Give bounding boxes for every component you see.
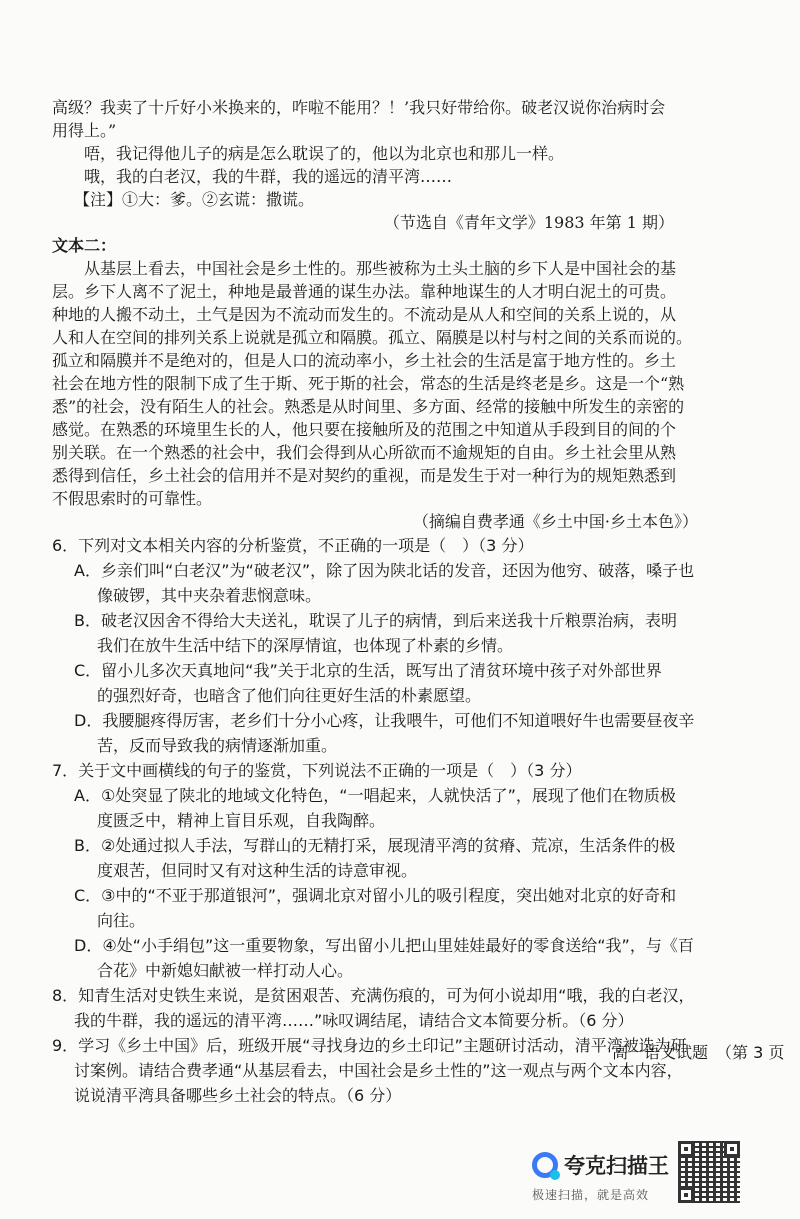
question-stem: 6．下列对文本相关内容的分析鉴赏，不正确的一项是（ ）（3 分）: [52, 536, 534, 555]
question-stem-cont: 说说清平湾具备哪些乡土社会的特点。（6 分）: [74, 1086, 402, 1105]
text-line: 高级？我卖了十斤好小米换来的，咋啦不能用？！’我只好带给你。破老汉说你治病时会: [52, 98, 666, 117]
annotation-note: 【注】①大：爹。②玄谎：撒谎。: [74, 190, 315, 209]
option-b: B．②处通过拟人手法，写群山的无精打采，展现清平湾的贫瘠、荒凉，生活条件的极: [74, 836, 676, 855]
text-line: 不假思索时的可靠性。: [52, 489, 213, 508]
passage-source: （节选自《青年文学》1983 年第 1 期）: [383, 213, 674, 232]
option-d-cont: 合花》中新媳妇献被一样打动人心。: [97, 961, 354, 980]
page-body: [52, 96, 752, 1108]
question-8: [52, 983, 752, 1033]
scanner-watermark: [532, 1148, 672, 1208]
page-footer: 高一语文试题 （第 3 页: [612, 1043, 785, 1062]
text-line: 别关联。在一个熟悉的社会中，我们会得到从心所欲而不逾规矩的自由。乡土社会里从熟: [52, 443, 677, 462]
passage-two: [52, 234, 752, 533]
option-d-cont: 苦，反而导致我的病情逐渐加重。: [97, 736, 338, 755]
question-stem: 8．知青生活对史铁生来说，是贫困艰苦、充满伤痕的，可为何小说却用“哦，我的白老汉，: [52, 986, 695, 1005]
text-line: 哦，我的白老汉，我的牛群，我的遥远的清平湾……: [84, 167, 453, 186]
option-c-cont: 的强烈好奇，也暗含了他们向往更好生活的朴素愿望。: [97, 686, 482, 705]
text-line: 感觉。在熟悉的环境里生长的人，他只要在接触所及的范围之中知道从手段到目的间的个: [52, 420, 677, 439]
option-a-cont: 度匮乏中，精神上盲目乐观，自我陶醉。: [97, 811, 386, 830]
text-line: 悉”的社会，没有陌生人的社会。熟悉是从时间里、多方面、经常的接触中所发生的亲密的: [52, 397, 685, 416]
text-line: 种地的人搬不动土，土气是因为不流动而发生的。不流动是从人和空间的关系上说的，从: [52, 305, 677, 324]
qr-finder-icon: [724, 1141, 740, 1157]
quark-logo-icon: [532, 1152, 558, 1178]
question-section: [52, 533, 752, 1108]
option-a: A．①处突显了陕北的地域文化特色，“一唱起来，人就快活了”，展现了他们在物质极: [74, 786, 676, 805]
option-a: A．乡亲们叫“白老汉”为“破老汉”，除了因为陕北话的发音，还因为他穷、破落，嗓子也: [74, 561, 695, 580]
text-line: 唔，我记得他儿子的病是怎么耽误了的，他以为北京也和那儿一样。: [84, 144, 565, 163]
text-line: 人和人在空间的排列关系上说就是孤立和隔膜。孤立、隔膜是以村与村之间的关系而说的。: [52, 328, 693, 347]
brand-name: 夸克扫描王: [564, 1154, 669, 1178]
brand-tagline: 极速扫描，就是高效: [532, 1188, 650, 1202]
question-stem: 9．学习《乡土中国》后，班级开展“寻找身边的乡土印记”主题研讨活动，清平湾被选为研: [52, 1036, 687, 1055]
qr-finder-icon: [678, 1187, 694, 1203]
question-6: [52, 533, 752, 758]
option-c: C．留小儿多次天真地问“我”关于北京的生活，既写出了清贫环境中孩子对外部世界: [74, 661, 662, 680]
option-b: B．破老汉因舍不得给大夫送礼，耽误了儿子的病情，到后来送我十斤粮票治病，表明: [74, 611, 677, 630]
qr-code-icon: [678, 1141, 740, 1203]
text-line: 孤立和隔膜并不是绝对的，但是人口的流动率小，乡土社会的生活是富于地方性的。乡土: [52, 351, 677, 370]
passage-heading: 文本二：: [52, 236, 117, 255]
text-line: 用得上。”: [52, 121, 117, 140]
qr-finder-icon: [678, 1141, 694, 1157]
option-d: D．④处“小手绢包”这一重要物象，写出留小儿把山里娃娃最好的零食送给“我”，与《百: [74, 936, 694, 955]
text-line: 层。乡下人离不了泥土，种地是最普通的谋生办法。靠种地谋生的人才明白泥土的可贵。: [52, 282, 677, 301]
question-stem-cont: 讨案例。请结合费孝通“从基层看去，中国社会是乡土性的”这一观点与两个文本内容，: [74, 1061, 683, 1080]
passage-source: （摘编自费孝通《乡土中国·乡土本色》）: [412, 512, 698, 531]
option-c-cont: 向往。: [97, 911, 146, 930]
question-stem-cont: 我的牛群，我的遥远的清平湾……”咏叹调结尾，请结合文本简要分析。（6 分）: [74, 1011, 634, 1030]
option-c: C．③中的“不亚于那道银河”，强调北京对留小儿的吸引程度，突出她对北京的好奇和: [74, 886, 677, 905]
question-stem: 7．关于文中画横线的句子的鉴赏，下列说法不正确的一项是（ ）（3 分）: [52, 761, 582, 780]
text-line: 社会在地方性的限制下成了生于斯、死于斯的社会，常态的生活是终老是乡。这是一个“熟: [52, 374, 685, 393]
option-d: D．我腰腿疼得厉害，老乡们十分小心疼，让我喂牛，可他们不知道喂好牛也需要昼夜辛: [74, 711, 695, 730]
text-line: 悉得到信任，乡土社会的信用并不是对契约的重视，而是发生于对一种行为的规矩熟悉到: [52, 466, 677, 485]
text-line: 从基层上看去，中国社会是乡土性的。那些被称为土头土脑的乡下人是中国社会的基: [84, 259, 677, 278]
option-a-cont: 像破锣，其中夹杂着悲悯意味。: [97, 586, 322, 605]
option-b-cont: 度艰苦，但同时又有对这种生活的诗意审视。: [97, 861, 418, 880]
option-b-cont: 我们在放牛生活中结下的深厚情谊，也体现了朴素的乡情。: [97, 636, 514, 655]
question-7: [52, 758, 752, 983]
passage-one-ending: [52, 96, 752, 234]
